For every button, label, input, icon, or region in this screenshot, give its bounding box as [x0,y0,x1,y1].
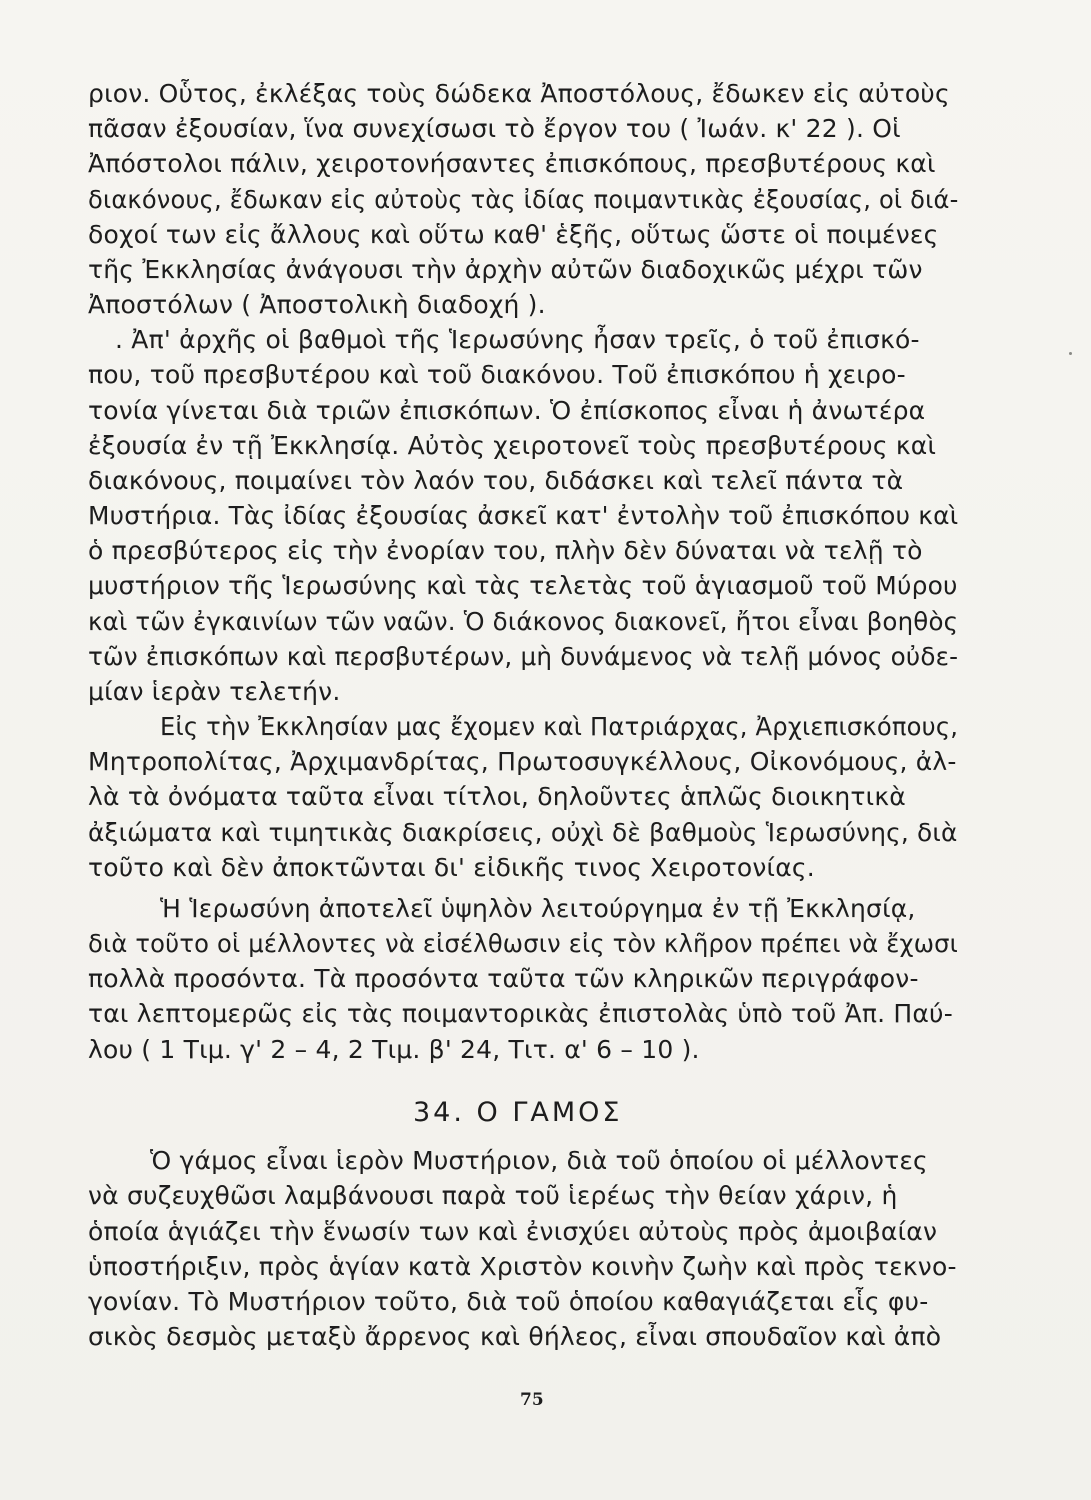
section-heading: 34. Ο ΓΑΜΟΣ [413,1097,623,1128]
text-line: ἀξιώματα καὶ τιμητικὰς διακρίσεις, οὐχὶ δὲ βαθμοὺς Ἱερωσύνης, διὰ [88,818,958,847]
text-line: πᾶσαν ἐξουσίαν, ἵνα συνεχίσωσι τὸ ἔργον του ( Ἰωάν. κ' 22 ). Οἱ [88,114,901,143]
text-line: Μητροπολίτας, Ἀρχιμανδρίτας, Πρωτοσυγκέλλους, Οἰκονόμους, ἀλ- [88,747,957,776]
text-line: Ἀποστόλων ( Ἀποστολικὴ διαδοχή ). [88,290,546,319]
text-line: τοῦτο καὶ δὲν ἀποκτῶνται δι' εἰδικῆς τινος Χειροτονίας. [88,853,815,882]
text-line: Ἡ Ἱερωσύνη ἀποτελεῖ ὑψηλὸν λειτούργημα ἐν τῇ Ἐκκλησίᾳ, [160,894,916,923]
text-line: Ἀπόστολοι πάλιν, χειροτονήσαντες ἐπισκόπους, πρεσβυτέρους καὶ [88,149,936,178]
text-line: ὁ πρεσβύτερος εἰς τὴν ἐνορίαν του, πλὴν δὲν δύναται νὰ τελῇ τὸ [88,536,923,565]
text-line: Εἰς τὴν Ἐκκλησίαν μας ἔχομεν καὶ Πατριάρχας, Ἀρχιεπισκόπους, [160,712,959,741]
text-line: λὰ τὰ ὀνόματα ταῦτα εἶναι τίτλοι, δηλοῦντες ἁπλῶς διοικητικὰ [88,782,906,811]
text-line: καὶ τῶν ἐγκαινίων τῶν ναῶν. Ὁ διάκονος διακονεῖ, ἤτοι εἶναι βοηθὸς [88,607,959,636]
text-line: που, τοῦ πρεσβυτέρου καὶ τοῦ διακόνου. Τοῦ ἐπισκόπου ἡ χειρο- [88,360,906,389]
text-line: τῶν ἐπισκόπων καὶ περσβυτέρων, μὴ δυνάμενος νὰ τελῇ μόνος οὐδε- [88,642,959,671]
text-line: σικὸς δεσμὸς μεταξὺ ἄρρενος καὶ θήλεος, εἶναι σπουδαῖον καὶ ἀπὸ [88,1322,942,1351]
scan-speck [1069,352,1072,355]
text-line: τονία γίνεται διὰ τριῶν ἐπισκόπων. Ὁ ἐπίσκοπος εἶναι ἡ ἀνωτέρα [88,396,926,425]
text-line: πολλὰ προσόντα. Τὰ προσόντα ταῦτα τῶν κληρικῶν περιγράφον- [88,964,919,993]
text-line: Μυστήρια. Τὰς ἰδίας ἐξουσίας ἀσκεῖ κατ' ἐντολὴν τοῦ ἐπισκόπου καὶ [88,501,959,530]
text-line: νὰ συζευχθῶσι λαμβάνουσι παρὰ τοῦ ἱερέως τὴν θείαν χάριν, ἡ [88,1181,898,1210]
text-line: . Ἀπ' ἀρχῆς οἱ βαθμοὶ τῆς Ἱερωσύνης ἦσαν τρεῖς, ὁ τοῦ ἐπισκό- [115,325,920,354]
text-line: γονίαν. Τὸ Μυστήριον τοῦτο, διὰ τοῦ ὁποίου καθαγιάζεται εἷς φυ- [88,1287,929,1316]
text-line: δοχοί των εἰς ἄλλους καὶ οὕτω καθ' ἑξῆς, οὕτως ὥστε οἱ ποιμένες [88,220,939,249]
text-line: τῆς Ἐκκλησίας ἀνάγουσι τὴν ἀρχὴν αὐτῶν διαδοχικῶς μέχρι τῶν [88,255,923,284]
text-line: ὁποία ἁγιάζει τὴν ἕνωσίν των καὶ ἐνισχύει αὐτοὺς πρὸς ἀμοιβαίαν [88,1217,938,1246]
text-line: μυστήριον τῆς Ἱερωσύνης καὶ τὰς τελετὰς τοῦ ἁγιασμοῦ τοῦ Μύρου [88,571,958,600]
text-line: μίαν ἱερὰν τελετήν. [88,677,341,706]
text-line: διὰ τοῦτο οἱ μέλλοντες νὰ εἰσέλθωσιν εἰς τὸν κλῆρον πρέπει νὰ ἔχωσι [88,929,959,958]
text-line: λου ( 1 Τιμ. γ' 2 – 4, 2 Τιμ. β' 24, Τιτ. α' 6 – 10 ). [88,1035,700,1064]
text-line: Ὁ γάμος εἶναι ἱερὸν Μυστήριον, διὰ τοῦ ὁποίου οἱ μέλλοντες [150,1146,928,1175]
page-number: 75 [520,1390,544,1410]
text-line: ριον. Οὗτος, ἐκλέξας τοὺς δώδεκα Ἀποστόλους, ἔδωκεν εἰς αὐτοὺς [88,79,950,108]
text-line: ται λεπτομερῶς εἰς τὰς ποιμαντορικὰς ἐπιστολὰς ὑπὸ τοῦ Ἀπ. Παύ- [88,999,953,1028]
text-line: διακόνους, ἔδωκαν εἰς αὐτοὺς τὰς ἰδίας ποιμαντικὰς ἐξουσίας, οἱ διά- [88,185,959,214]
text-line: διακόνους, ποιμαίνει τὸν λαόν του, διδάσκει καὶ τελεῖ πάντα τὰ [88,466,904,495]
text-line: ἐξουσία ἐν τῇ Ἐκκλησίᾳ. Αὐτὸς χειροτονεῖ τοὺς πρεσβυτέρους καὶ [88,431,937,460]
text-line: ὑποστήριξιν, πρὸς ἁγίαν κατὰ Χριστὸν κοινὴν ζωὴν καὶ πρὸς τεκνο- [88,1252,957,1281]
